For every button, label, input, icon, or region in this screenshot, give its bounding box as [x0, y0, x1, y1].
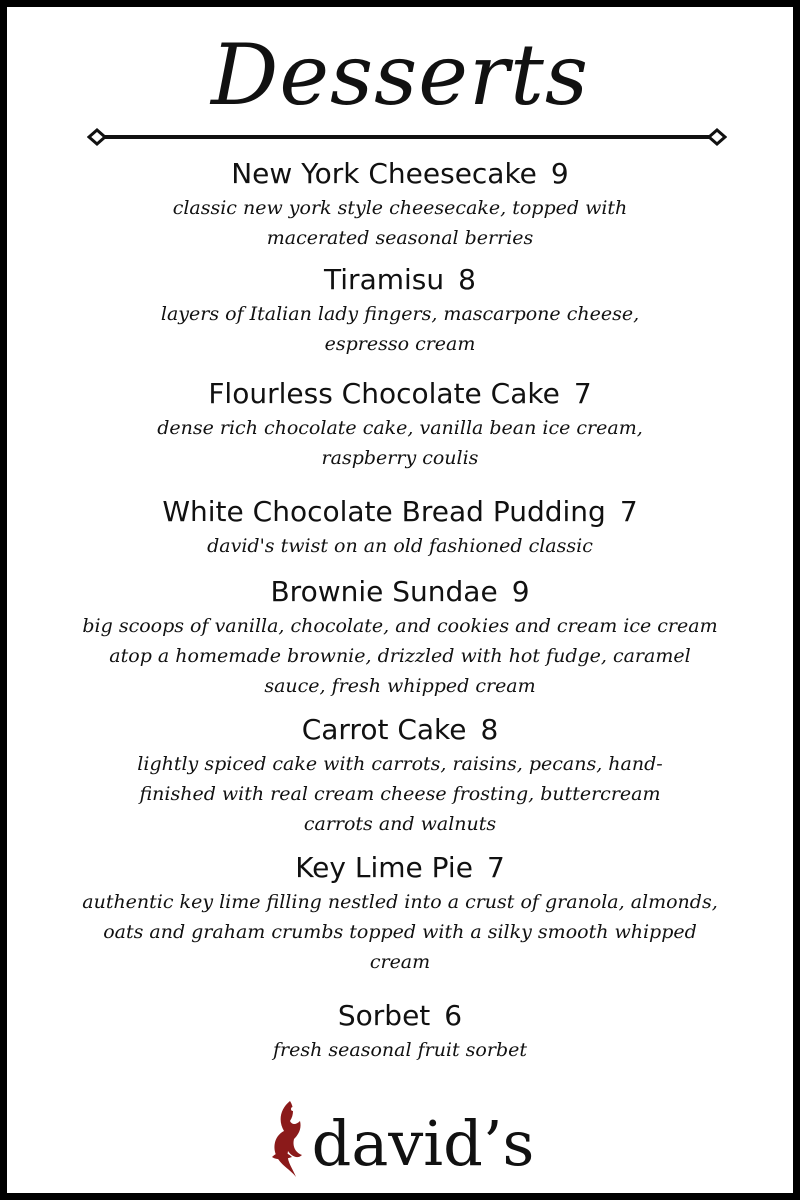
ornamental-divider: [87, 127, 727, 147]
item-price: 7: [573, 377, 592, 410]
item-price: 6: [444, 999, 463, 1032]
item-name: New York Cheesecake: [231, 157, 537, 190]
menu-item: [7, 711, 793, 839]
item-name: White Chocolate Bread Pudding: [162, 495, 606, 528]
item-description: classic new york style cheesecake, topped with macerated seasonal berries: [172, 197, 628, 249]
item-description: big scoops of vanilla, chocolate, and cookies and cream ice cream atop a homemade brownie, drizzled with hot fudge, caramel sauce, fresh whipped cream: [82, 615, 718, 697]
item-description: authentic key lime filling nestled into a crust of granola, almonds, oats and graham crumbs topped with a silky smooth whipped cream: [82, 891, 718, 973]
item-description: fresh seasonal fruit sorbet: [273, 1039, 527, 1061]
item-name: Sorbet: [337, 999, 431, 1032]
item-price: 7: [486, 851, 505, 884]
item-price: 9: [511, 575, 530, 608]
item-name: Flourless Chocolate Cake: [208, 377, 560, 410]
item-description: david's twist on an old fashioned classic: [207, 535, 593, 557]
item-price: 8: [458, 263, 476, 296]
bird-icon: [266, 1095, 308, 1181]
logo-wordmark: david’s: [311, 1107, 535, 1180]
menu-item: [7, 493, 793, 561]
page-title: Desserts: [210, 26, 589, 124]
menu-item: [7, 997, 793, 1065]
item-price: 8: [480, 713, 499, 746]
menu-item: [7, 849, 793, 977]
item-description: lightly spiced cake with carrots, raisins, pecans, hand-finished with real cream cheese frosting, buttercream carrots and walnuts: [137, 753, 663, 835]
restaurant-logo: [7, 1095, 793, 1181]
menu-item: [7, 155, 793, 253]
item-name: Tiramisu: [324, 263, 445, 296]
menu-item: [7, 573, 793, 701]
item-name: Carrot Cake: [301, 713, 467, 746]
item-price: 9: [550, 157, 569, 190]
menu-items: [7, 155, 793, 1065]
item-description: layers of Italian lady fingers, mascarpone cheese, espresso cream: [160, 303, 640, 355]
menu-item: [7, 261, 793, 359]
menu-item: [7, 375, 793, 473]
item-name: Brownie Sundae: [270, 575, 498, 608]
item-name: Key Lime Pie: [295, 851, 473, 884]
item-price: 7: [619, 495, 638, 528]
item-description: dense rich chocolate cake, vanilla bean ice cream, raspberry coulis: [157, 417, 643, 469]
